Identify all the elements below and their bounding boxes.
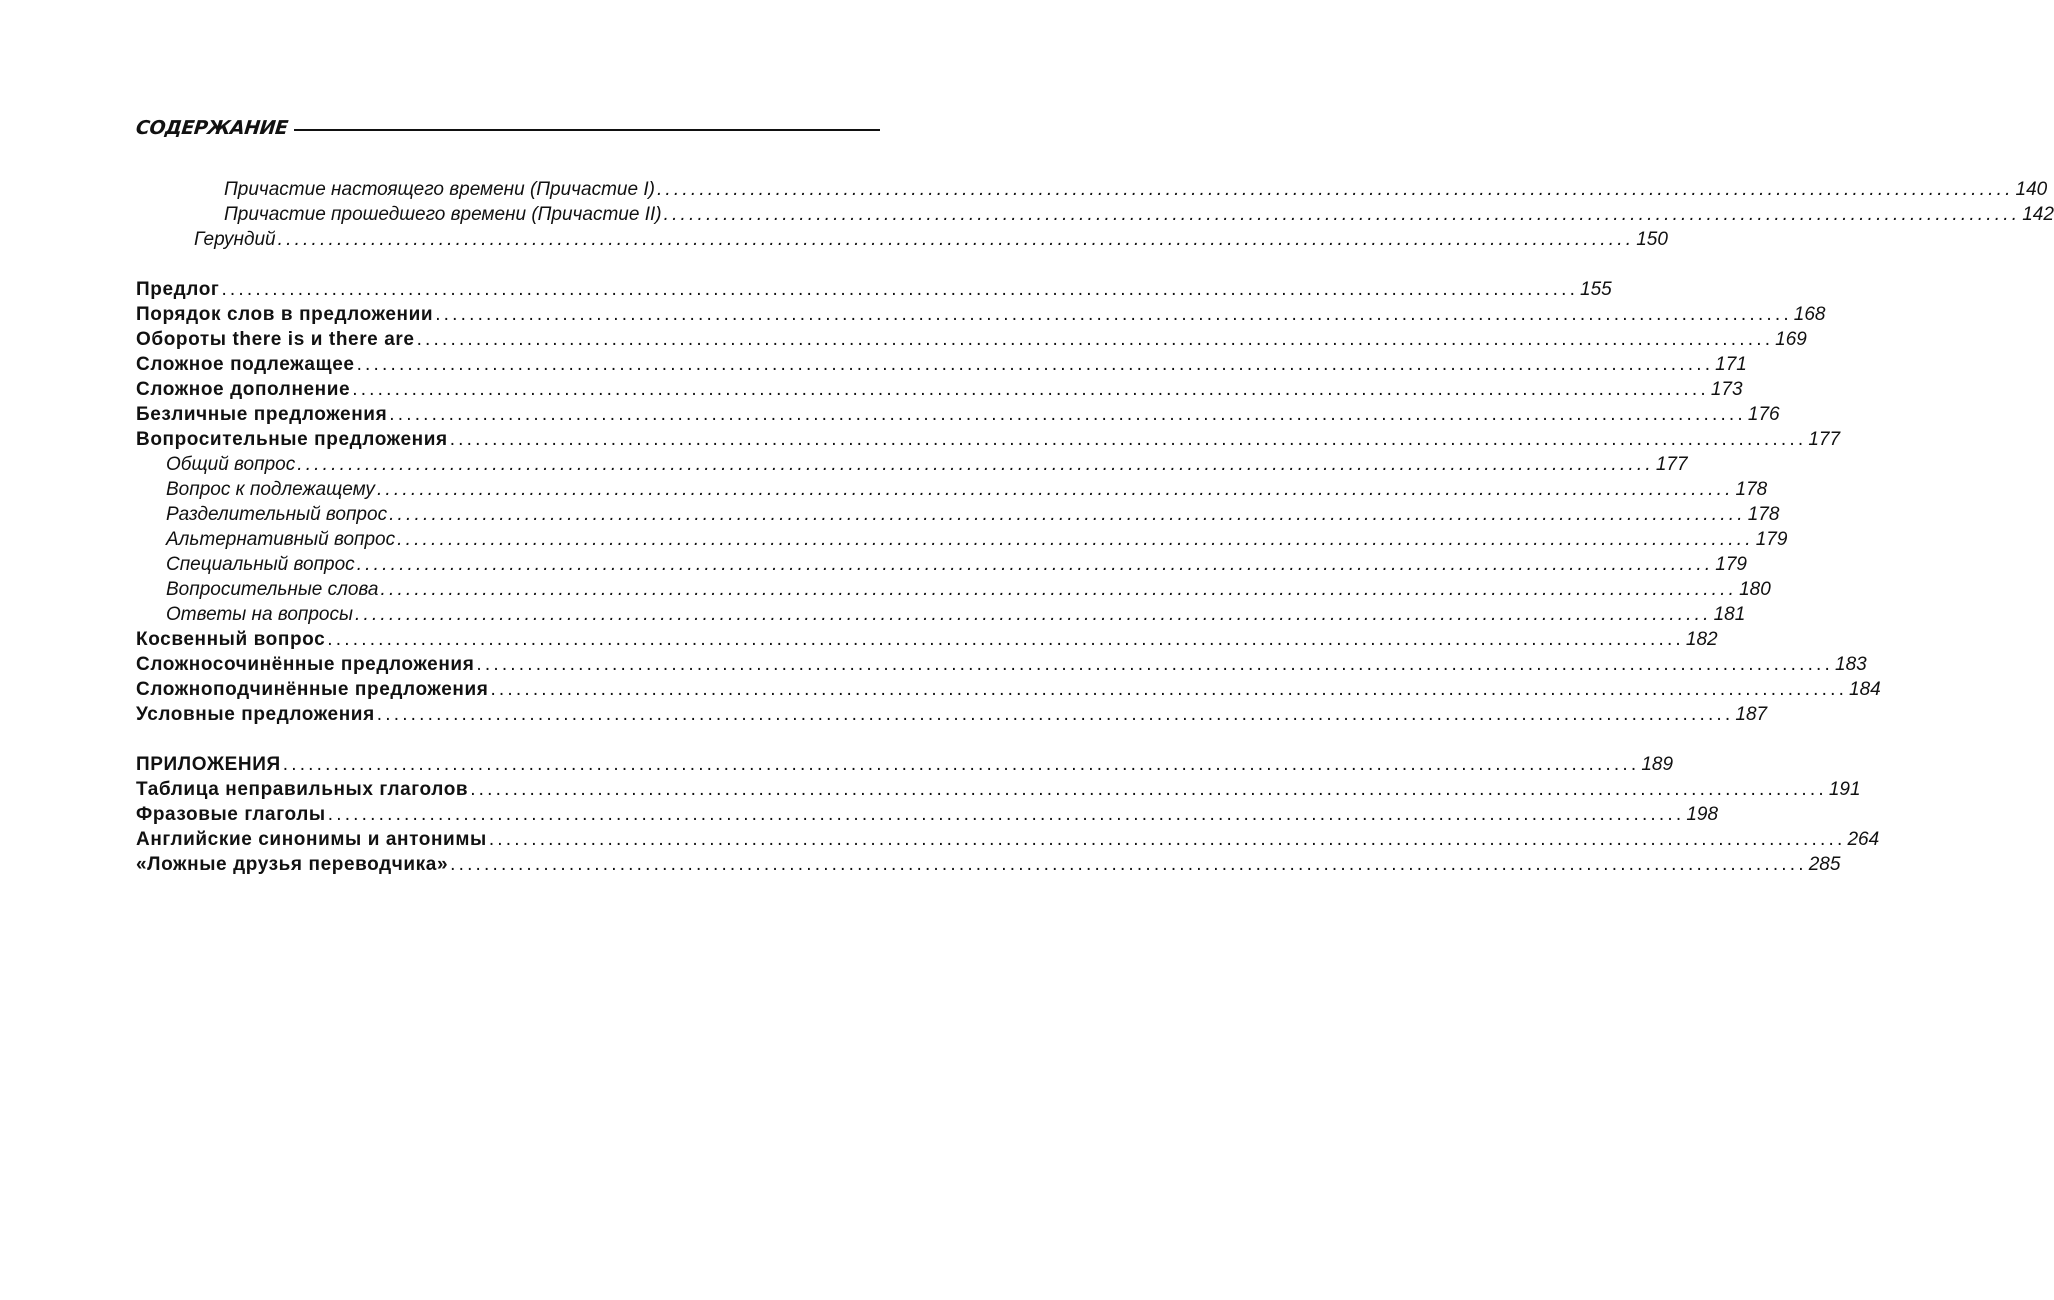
toc-entry-page: 182 [1685,629,1718,650]
table-of-contents [136,177,2054,877]
toc-entry-page: 198 [1686,804,1719,825]
dot-leader: ................................................................................................................................................................ [277,229,1635,250]
toc-entry[interactable] [136,552,1747,577]
toc-entry[interactable] [136,852,1841,877]
toc-entry-page: 187 [1735,704,1768,725]
toc-entry-page: 179 [1715,554,1747,575]
toc-entry-label: Ответы на вопросы [166,604,353,625]
toc-entry-page: 178 [1747,504,1780,525]
toc-entry-label: Герундий [194,229,276,250]
dot-leader: ................................................................................................................................................................ [221,279,1579,300]
toc-entry[interactable] [136,327,1807,352]
toc-entry-label: Английские синонимы и антонимы [136,829,487,850]
toc-entry-label: Альтернативный вопрос [166,529,396,550]
dot-leader: ................................................................................................................................................................ [397,529,1754,550]
toc-entry[interactable] [136,277,1612,302]
toc-group [136,177,2054,252]
toc-entry-page: 140 [2015,179,2048,200]
toc-entry[interactable] [136,602,1746,627]
dot-leader: ................................................................................................................................................................ [435,304,1792,325]
toc-entry-page: 180 [1739,579,1771,600]
toc-entry-label: Сложносочинённые предложения [136,654,475,675]
header-rule [294,129,880,131]
toc-entry-page: 177 [1808,429,1841,450]
toc-entry-label: Предлог [136,279,220,300]
dot-leader: ................................................................................................................................................................ [355,604,1712,625]
toc-entry[interactable] [136,777,1861,802]
toc-entry[interactable] [136,177,2048,202]
toc-entry[interactable] [136,827,1880,852]
dot-leader: ................................................................................................................................................................ [356,554,1714,575]
toc-entry-label: Таблица неправильных глаголов [136,779,469,800]
toc-entry-label: Фразовые глаголы [136,804,326,825]
toc-entry[interactable] [136,527,1788,552]
page-header [136,112,880,144]
toc-entry-label: Разделительный вопрос [166,504,388,525]
toc-entry[interactable] [136,352,1747,377]
dot-leader: ................................................................................................................................................................ [389,404,1746,425]
toc-entry-label: Безличные предложения [136,404,388,425]
dot-leader: ................................................................................................................................................................ [282,754,1640,775]
toc-entry[interactable] [136,577,1771,602]
dot-leader: ................................................................................................................................................................ [490,679,1848,700]
toc-entry-page: 176 [1747,404,1780,425]
toc-entry-page: 189 [1641,754,1674,775]
toc-entry-page: 264 [1847,829,1880,850]
toc-entry-page: 191 [1828,779,1861,800]
toc-entry[interactable] [136,202,2054,227]
toc-entry-page: 169 [1775,329,1807,350]
toc-entry-label: Специальный вопрос [166,554,355,575]
toc-entry-label: Косвенный вопрос [136,629,326,650]
toc-entry-page: 171 [1715,354,1747,375]
toc-entry-label: «Ложные друзья переводчика» [136,854,449,875]
dot-leader: ................................................................................................................................................................ [327,804,1685,825]
dot-leader: ................................................................................................................................................................ [416,329,1774,350]
dot-leader: ................................................................................................................................................................ [352,379,1709,400]
toc-entry[interactable] [136,627,1718,652]
toc-entry[interactable] [136,702,1768,727]
toc-entry-page: 285 [1808,854,1841,875]
toc-group [136,277,1881,727]
toc-entry-label: Сложное подлежащее [136,354,355,375]
toc-entry[interactable] [136,802,1719,827]
toc-entry-page: 155 [1580,279,1612,300]
dot-leader: ................................................................................................................................................................ [449,429,1807,450]
toc-entry-label: Вопросительные слова [166,579,379,600]
dot-leader: ................................................................................................................................................................ [376,479,1734,500]
dot-leader: ................................................................................................................................................................ [488,829,1846,850]
toc-entry-label: Порядок слов в предложении [136,304,434,325]
toc-entry-page: 183 [1835,654,1867,675]
toc-entry-label: Причастие настоящего времени (Причастие I) [224,179,655,200]
toc-entry[interactable] [136,402,1780,427]
dot-leader: ................................................................................................................................................................ [380,579,1738,600]
toc-entry-label: Сложное дополнение [136,379,351,400]
dot-leader: ................................................................................................................................................................ [297,454,1654,475]
toc-entry-label: Сложноподчинённые предложения [136,679,489,700]
toc-entry[interactable] [136,227,1668,252]
toc-entry-label: Причастие прошедшего времени (Причастие II) [224,204,662,225]
dot-leader: ................................................................................................................................................................ [376,704,1734,725]
toc-entry-page: 168 [1793,304,1826,325]
toc-group [136,752,1880,877]
toc-entry[interactable] [136,677,1881,702]
dot-leader: ................................................................................................................................................................ [389,504,1746,525]
dot-leader: ................................................................................................................................................................ [663,204,2021,225]
toc-entry-page: 184 [1849,679,1881,700]
toc-entry-page: 178 [1735,479,1768,500]
dot-leader: ................................................................................................................................................................ [450,854,1807,875]
toc-entry[interactable] [136,652,1867,677]
toc-entry-label: Условные предложения [136,704,375,725]
toc-entry-page: 150 [1636,229,1668,250]
toc-entry-label: Вопрос к подлежащему [166,479,375,500]
toc-entry[interactable] [136,302,1826,327]
toc-entry-page: 179 [1755,529,1788,550]
toc-entry[interactable] [136,752,1674,777]
toc-entry[interactable] [136,452,1688,477]
toc-entry[interactable] [136,477,1768,502]
page-title: СОДЕРЖАНИЕ [134,117,289,139]
toc-entry-label: Общий вопрос [166,454,296,475]
dot-leader: ................................................................................................................................................................ [327,629,1684,650]
toc-entry[interactable] [136,502,1780,527]
dot-leader: ................................................................................................................................................................ [356,354,1714,375]
toc-entry-page: 173 [1710,379,1743,400]
toc-entry-page: 177 [1655,454,1688,475]
toc-entry-page: 181 [1713,604,1746,625]
toc-entry-label: Обороты there is и there are [136,329,415,350]
dot-leader: ................................................................................................................................................................ [470,779,1827,800]
dot-leader: ................................................................................................................................................................ [476,654,1833,675]
dot-leader: ................................................................................................................................................................ [656,179,2014,200]
toc-entry[interactable] [136,377,1743,402]
toc-entry-label: Вопросительные предложения [136,429,448,450]
toc-entry-label: ПРИЛОЖЕНИЯ [136,754,281,775]
toc-entry-page: 142 [2022,204,2054,225]
toc-entry[interactable] [136,427,1841,452]
